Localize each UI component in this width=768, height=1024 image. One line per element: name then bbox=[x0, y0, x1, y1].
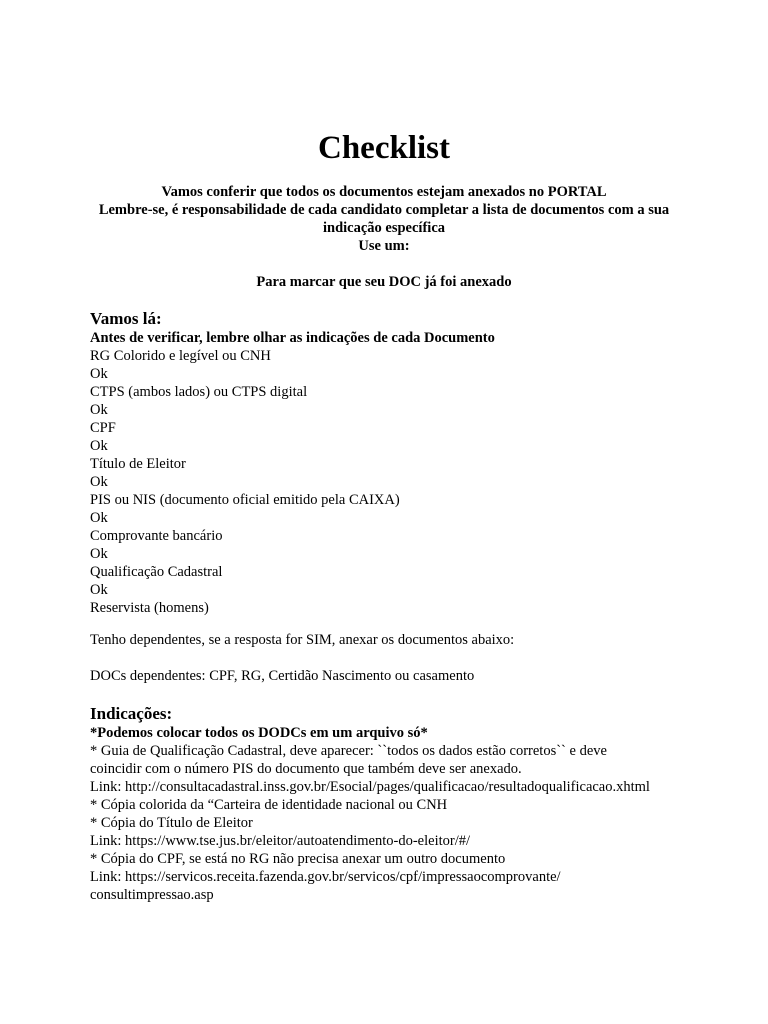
dependentes-question-block bbox=[90, 631, 730, 649]
indicacoes-line: * Cópia do CPF, se está no RG não precisa anexar um outro documento bbox=[90, 851, 506, 867]
indicacoes-link-receita-cont: consultimpressao.asp bbox=[90, 887, 214, 903]
intro-line-portal: Vamos conferir que todos os documentos estejam anexados no PORTAL bbox=[161, 184, 607, 200]
section-heading-indicacoes: Indicações: bbox=[90, 704, 173, 723]
checklist-section bbox=[90, 309, 730, 617]
dependentes-question: Tenho dependentes, se a resposta for SIM, anexar os documentos abaixo: bbox=[90, 632, 515, 648]
list-item: Qualificação Cadastral bbox=[90, 564, 223, 580]
list-item: Ok bbox=[90, 546, 108, 562]
indicacoes-line: * Cópia colorida da “Carteira de identidade nacional ou CNH bbox=[90, 797, 448, 813]
intro-line-mark: Para marcar que seu DOC já foi anexado bbox=[256, 274, 512, 290]
list-item: CTPS (ambos lados) ou CTPS digital bbox=[90, 384, 308, 400]
indicacoes-section bbox=[90, 704, 730, 904]
list-item: RG Colorido e legível ou CNH bbox=[90, 348, 271, 364]
list-item: Comprovante bancário bbox=[90, 528, 223, 544]
indicacoes-line: coincidir com o número PIS do documento que também deve ser anexado. bbox=[90, 761, 522, 777]
list-item: Ok bbox=[90, 438, 108, 454]
list-item: Ok bbox=[90, 510, 108, 526]
page-title: Checklist bbox=[318, 130, 450, 166]
indicacoes-link-receita: Link: https://servicos.receita.fazenda.gov.br/servicos/cpf/impressaocomprovante/ bbox=[90, 869, 561, 885]
list-item: Ok bbox=[90, 474, 108, 490]
indicacoes-line: * Guia de Qualificação Cadastral, deve aparecer: ``todos os dados estão corretos`` e deve bbox=[90, 743, 607, 759]
intro-block bbox=[80, 183, 688, 291]
dependentes-docs: DOCs dependentes: CPF, RG, Certidão Nascimento ou casamento bbox=[90, 668, 475, 684]
list-item: Reservista (homens) bbox=[90, 600, 209, 616]
list-item: Ok bbox=[90, 366, 108, 382]
intro-gap bbox=[80, 255, 688, 273]
list-item: CPF bbox=[90, 420, 116, 436]
indicacoes-link-qualificacao: Link: http://consultacadastral.inss.gov.br/Esocial/pages/qualificacao/resultadoqualificacao.xhtml bbox=[90, 779, 650, 795]
list-item: Título de Eleitor bbox=[90, 456, 186, 472]
indicacoes-link-tse: Link: https://www.tse.jus.br/eleitor/autoatendimento-do-eleitor/#/ bbox=[90, 833, 471, 849]
list-item: PIS ou NIS (documento oficial emitido pela CAIXA) bbox=[90, 492, 400, 508]
intro-line-use: Use um: bbox=[358, 238, 410, 254]
list-item: Ok bbox=[90, 402, 108, 418]
dependentes-docs-block bbox=[90, 667, 730, 685]
intro-line-responsibility: Lembre-se, é responsabilidade de cada candidato completar a lista de documentos com a sua indicação específica bbox=[98, 202, 670, 236]
section-heading-vamos-la: Vamos lá: bbox=[90, 309, 162, 328]
list-item: Ok bbox=[90, 582, 108, 598]
indicacoes-line: * Cópia do Título de Eleitor bbox=[90, 815, 253, 831]
indicacoes-note: *Podemos colocar todos os DODCs em um arquivo só* bbox=[90, 725, 428, 741]
section-subheading: Antes de verificar, lembre olhar as indicações de cada Documento bbox=[90, 330, 495, 346]
